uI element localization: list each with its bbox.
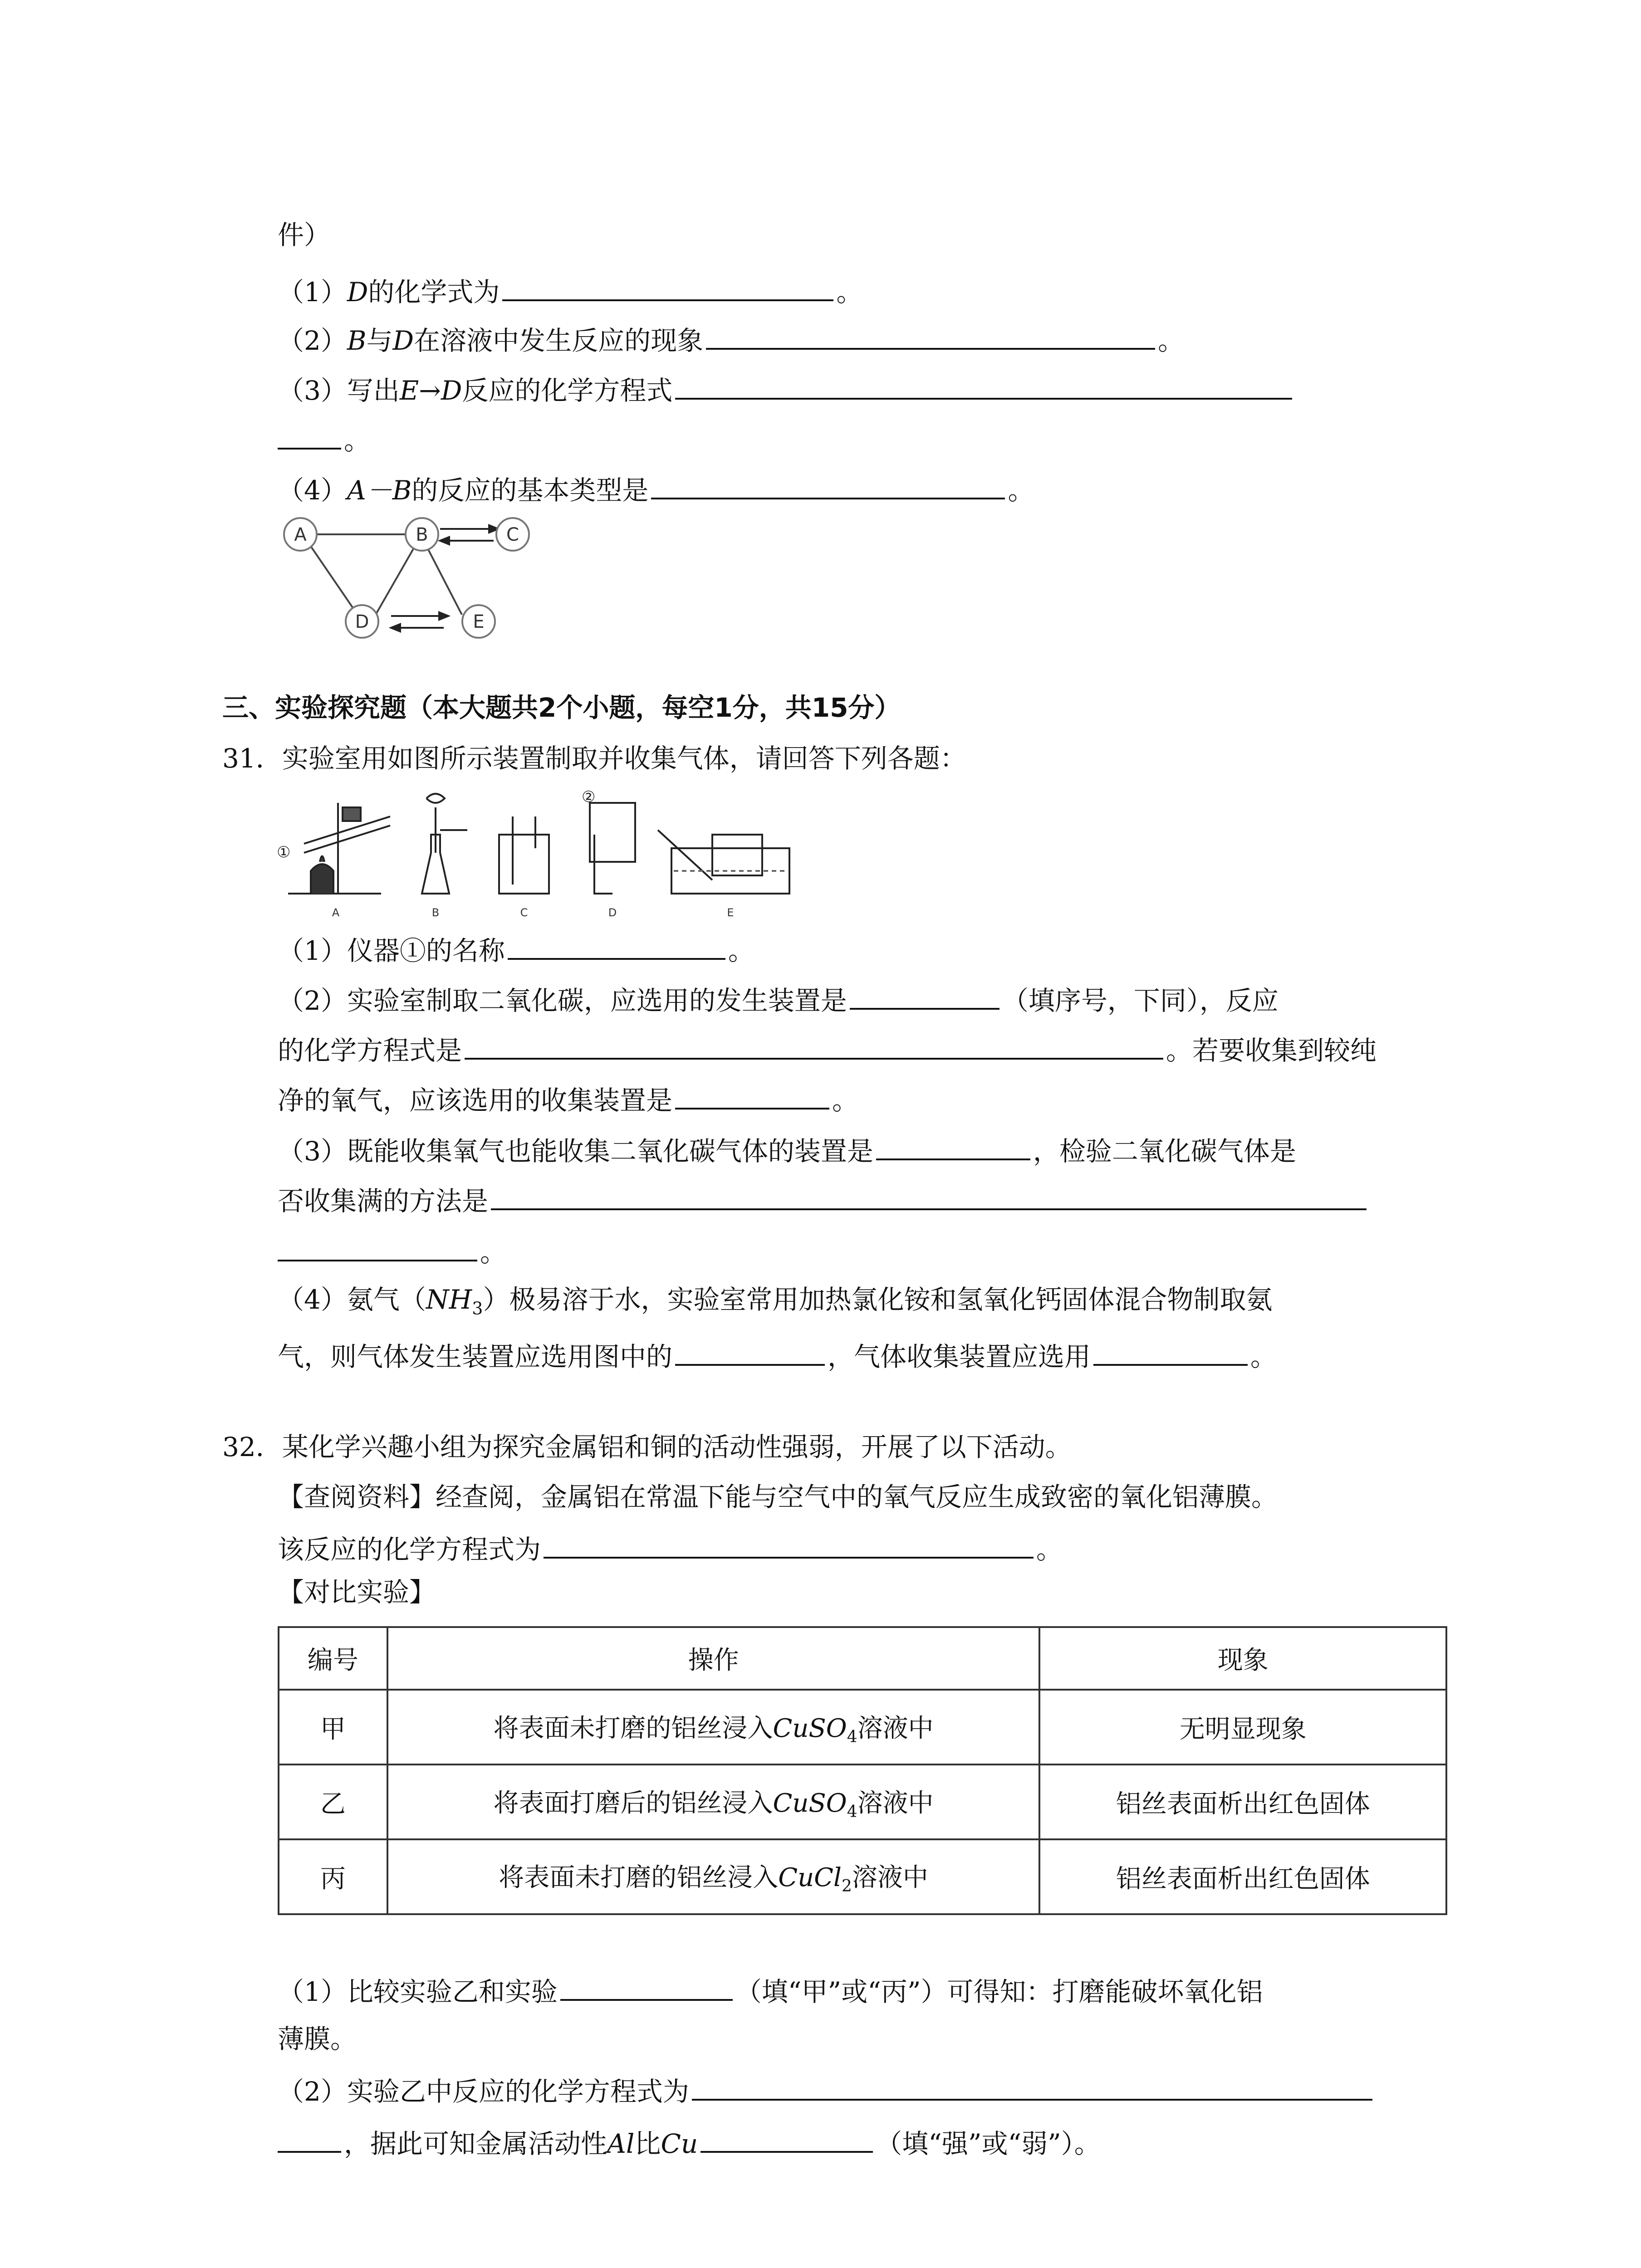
edge-b-d xyxy=(376,543,416,615)
answer-blank[interactable] xyxy=(465,1030,1163,1060)
answer-blank[interactable] xyxy=(544,1529,1034,1559)
q30-continuation-text: 件） xyxy=(278,220,331,250)
question-text: 净的氧气，应该选用的收集装置是 xyxy=(278,1085,673,1116)
question-text: ）极易溶于水，实验室常用加热氯化铵和氢氧化钙固体混合物制取氨 xyxy=(483,1284,1273,1315)
section-title xyxy=(222,689,901,726)
q31-part3 xyxy=(278,1130,1296,1169)
operation-text: 将表面打磨后的铝丝浸入 xyxy=(493,1788,773,1818)
variable: E xyxy=(399,375,419,406)
question-text: （2）实验室制取二氧化碳，应选用的发生装置是 xyxy=(278,985,847,1016)
marker-1: ① xyxy=(277,843,291,861)
node-label-c: C xyxy=(506,524,519,545)
answer-blank[interactable] xyxy=(675,1336,825,1366)
q32-reference-cont xyxy=(278,1529,1063,1568)
operation-text: 溶液中 xyxy=(857,1713,934,1743)
chemical-formula: CuCl xyxy=(778,1863,842,1893)
subscript: 4 xyxy=(847,1802,857,1821)
q32-compare-heading xyxy=(278,1574,436,1610)
header-phenomenon: 现象 xyxy=(1039,1627,1446,1690)
cell-phenomenon: 铝丝表面析出红色固体 xyxy=(1039,1765,1446,1839)
part-number: （1） xyxy=(278,277,347,308)
variable: D xyxy=(392,325,414,356)
punctuation: 。 xyxy=(836,277,863,308)
punctuation: 。 xyxy=(1036,1534,1063,1565)
question-text: ，气体收集装置应选用 xyxy=(828,1341,1091,1372)
question-text: 比 xyxy=(634,2128,661,2159)
punctuation: 。 xyxy=(832,1085,859,1116)
answer-blank[interactable] xyxy=(278,1232,477,1261)
punctuation: 。 xyxy=(1008,475,1034,506)
question-text: （填“强”或“弱”）。 xyxy=(876,2128,1101,2159)
question-text: ，据此可知金属活动性 xyxy=(344,2128,607,2159)
question-text: 与 xyxy=(366,325,393,356)
cell-phenomenon: 无明显现象 xyxy=(1039,1690,1446,1765)
question-text: ，检验二氧化碳气体是 xyxy=(1033,1136,1296,1167)
answer-blank[interactable] xyxy=(278,2123,341,2153)
answer-blank[interactable] xyxy=(278,420,341,450)
q30-part1 xyxy=(278,271,862,310)
answer-blank[interactable] xyxy=(651,469,1005,499)
chemical-symbol: Al xyxy=(607,2128,635,2159)
table-row xyxy=(279,1839,1446,1914)
question-text: （3）既能收集氧气也能收集二氧化碳气体的装置是 xyxy=(278,1136,873,1167)
question-text: 否收集满的方法是 xyxy=(278,1186,489,1217)
q31-part1 xyxy=(278,930,754,969)
cell-id: 甲 xyxy=(279,1690,387,1765)
question-text: 的反应的基本类型是 xyxy=(411,475,649,506)
chemical-symbol: Cu xyxy=(661,2128,698,2159)
operation-text: 将表面未打磨的铝丝浸入 xyxy=(493,1713,773,1743)
q32-part2-cont xyxy=(278,2123,1101,2162)
question-text: 。若要收集到较纯 xyxy=(1166,1035,1377,1066)
answer-blank[interactable] xyxy=(508,930,725,960)
question-text: 该反应的化学方程式为 xyxy=(278,1534,541,1565)
node-label-a: A xyxy=(294,524,307,545)
answer-blank[interactable] xyxy=(876,1130,1030,1160)
cell-id: 丙 xyxy=(279,1839,387,1914)
table-row xyxy=(279,1690,1446,1765)
chemical-formula: NH xyxy=(426,1284,472,1315)
gas-bottle-d xyxy=(590,803,635,862)
question-text: 气，则气体发生装置应选用图中的 xyxy=(278,1341,673,1372)
cell-phenomenon: 铝丝表面析出红色固体 xyxy=(1039,1839,1446,1914)
q31-part4 xyxy=(278,1281,1272,1327)
table-row xyxy=(279,1765,1446,1839)
answer-blank[interactable] xyxy=(706,320,1155,350)
q32-stem xyxy=(222,1429,1072,1465)
header-id: 编号 xyxy=(279,1627,387,1690)
answer-blank[interactable] xyxy=(502,271,833,301)
question-text: （1）仪器①的名称 xyxy=(278,935,505,966)
q32-part1 xyxy=(278,1971,1263,2010)
q30-part3 xyxy=(278,370,1295,409)
question-text: 31．实验室用如图所示装置制取并收集气体，请回答下列各题： xyxy=(222,743,966,774)
alcohol-lamp xyxy=(311,864,333,894)
node-label-e: E xyxy=(473,611,485,632)
operation-text: 溶液中 xyxy=(852,1863,928,1893)
part-number: （4） xyxy=(278,475,347,506)
label-c: C xyxy=(520,906,528,919)
marker-2: ② xyxy=(582,789,596,806)
answer-blank[interactable] xyxy=(491,1180,1367,1210)
separatory-funnel xyxy=(426,794,445,803)
question-text: 反应的化学方程式 xyxy=(462,375,673,406)
answer-blank[interactable] xyxy=(692,2071,1372,2101)
label-b: B xyxy=(431,906,440,919)
question-text: （填“甲”或“丙”）可得知：打磨能破坏氧化铝 xyxy=(735,1976,1263,2007)
flame xyxy=(320,856,324,862)
cell-operation xyxy=(387,1690,1040,1765)
q31-part3-cont xyxy=(278,1180,1369,1219)
subscript: 3 xyxy=(472,1298,483,1319)
q31-stem xyxy=(222,740,966,777)
cell-operation xyxy=(387,1839,1040,1914)
q30-part2 xyxy=(278,320,1184,359)
q31-part2 xyxy=(278,980,1279,1019)
question-text: 32．某化学兴趣小组为探究金属铝和铜的活动性强弱，开展了以下活动。 xyxy=(222,1432,1072,1462)
q31-part2-cont xyxy=(278,1030,1376,1069)
punctuation: 。 xyxy=(1158,325,1185,356)
apparatus-figure xyxy=(277,789,803,921)
variable: D xyxy=(441,375,462,406)
relation-diagram xyxy=(272,508,572,644)
question-text: 的化学方程式是 xyxy=(278,1035,462,1066)
experiment-table xyxy=(278,1626,1447,1915)
operation-text: 将表面未打磨的铝丝浸入 xyxy=(499,1863,779,1893)
part-number: （2） xyxy=(278,325,347,356)
answer-blank[interactable] xyxy=(560,1971,733,2001)
clamp xyxy=(343,807,361,821)
variable: A－B xyxy=(347,475,412,506)
label-d: D xyxy=(608,906,617,919)
question-text: 【查阅资料】经查阅，金属铝在常温下能与空气中的氧气反应生成致密的氧化铝薄膜。 xyxy=(278,1481,1278,1512)
question-text: （1）比较实验乙和实验 xyxy=(278,1976,558,2007)
answer-blank[interactable] xyxy=(1093,1336,1248,1366)
answer-blank[interactable] xyxy=(850,980,999,1010)
question-text: （填序号，下同），反应 xyxy=(1002,985,1279,1016)
edge-b-e xyxy=(426,544,462,615)
subscript: 2 xyxy=(841,1877,852,1896)
arrow-symbol: → xyxy=(419,375,441,406)
q32-reference xyxy=(278,1479,1278,1515)
collection-bottle xyxy=(712,835,762,875)
variable: B xyxy=(347,325,367,356)
chemical-formula: CuSO xyxy=(773,1713,847,1743)
gas-bottle-c xyxy=(499,835,549,894)
cell-operation xyxy=(387,1765,1040,1839)
answer-blank[interactable] xyxy=(675,370,1292,400)
q30-continuation xyxy=(278,217,330,253)
punctuation: 。 xyxy=(480,1237,507,1268)
question-text: （4）氨气（ xyxy=(278,1284,426,1315)
chemical-formula: CuSO xyxy=(773,1788,847,1818)
node-label-b: B xyxy=(416,524,428,545)
label-e: E xyxy=(727,906,734,919)
section-title-text: 三、实验探究题（本大题共2个小题，每空1分，共15分） xyxy=(222,692,901,723)
q30-part4 xyxy=(278,469,1034,508)
edge-a-d xyxy=(309,544,358,615)
label-a: A xyxy=(332,906,340,919)
question-text: 在溶液中发生反应的现象 xyxy=(414,325,704,356)
q32-part2 xyxy=(278,2071,1375,2110)
punctuation: 。 xyxy=(1250,1341,1277,1372)
q32-part1-cont xyxy=(278,2021,357,2057)
q31-part4-cont xyxy=(278,1336,1277,1375)
delivery-tube xyxy=(658,830,712,880)
subscript: 4 xyxy=(847,1727,857,1746)
q31-part2-cont2 xyxy=(278,1080,858,1119)
cell-id: 乙 xyxy=(279,1765,387,1839)
header-operation: 操作 xyxy=(387,1627,1040,1690)
operation-text: 溶液中 xyxy=(857,1788,934,1818)
answer-blank[interactable] xyxy=(675,1080,829,1110)
question-text: （3）写出 xyxy=(278,375,400,406)
q30-part3-cont xyxy=(278,420,370,459)
answer-blank[interactable] xyxy=(700,2123,873,2153)
table-header-row xyxy=(279,1627,1446,1690)
node-label-d: D xyxy=(355,611,369,632)
section-label: 【对比实验】 xyxy=(278,1577,436,1608)
question-text: （2）实验乙中反应的化学方程式为 xyxy=(278,2076,689,2107)
question-text: 薄膜。 xyxy=(278,2024,357,2054)
variable: D xyxy=(347,277,368,308)
punctuation: 。 xyxy=(344,425,371,456)
q31-part3-cont2 xyxy=(278,1232,506,1271)
punctuation: 。 xyxy=(728,935,754,966)
question-text: 的化学式为 xyxy=(368,277,500,308)
